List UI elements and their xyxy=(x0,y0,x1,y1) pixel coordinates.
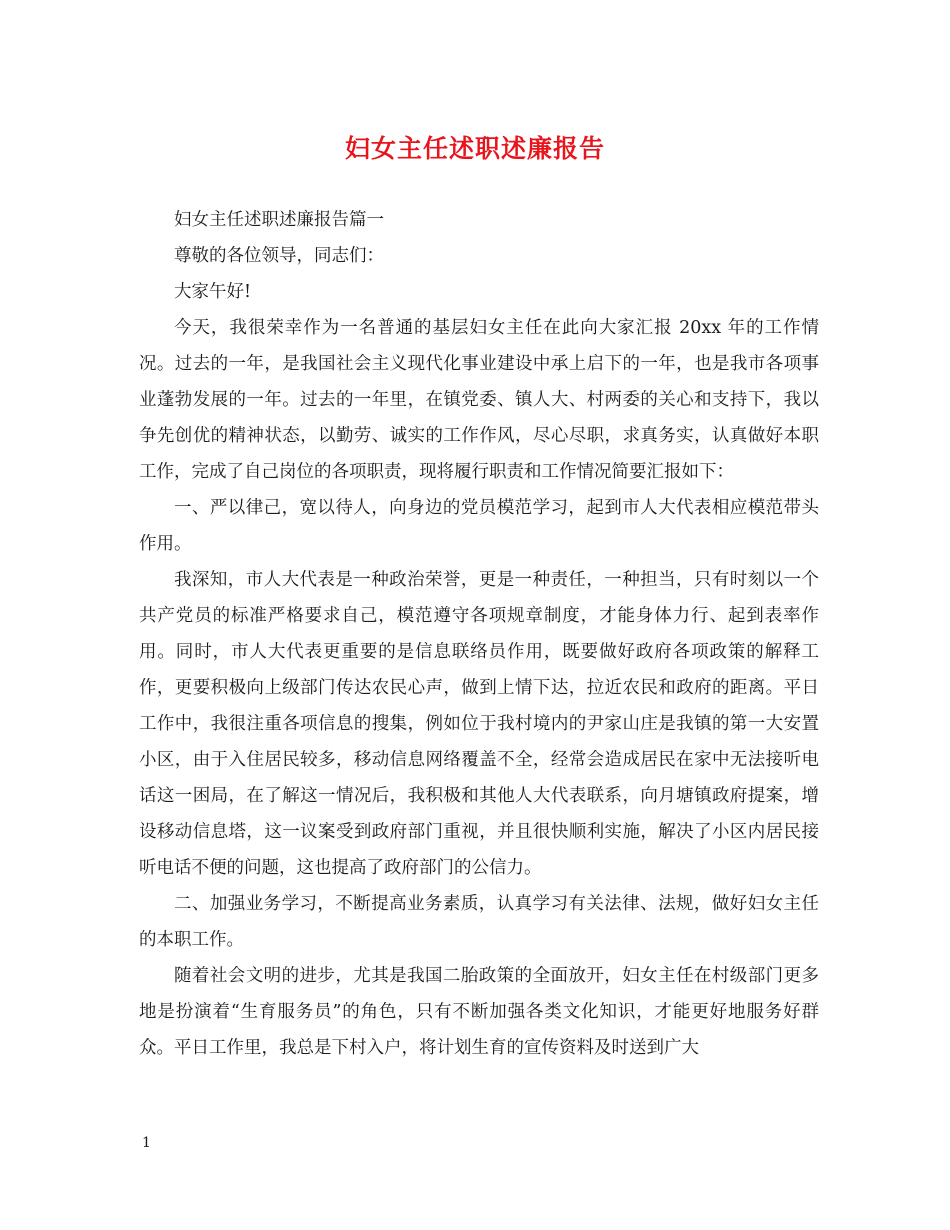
paragraph-section-two-heading: 二、加强业务学习，不断提高业务素质，认真学习有关法律、法规，做好妇女主任的本职工作。 xyxy=(139,894,819,950)
paragraph-subtitle: 妇女主任述职述廉报告篇一 xyxy=(174,210,384,230)
paragraph-intro: 今天，我很荣幸作为一名普通的基层妇女主任在此向大家汇报 20xx 年的工作情况。过去的一年，是我国社会主义现代化事业建设中承上启下的一年，也是我市各项事业蓬勃发展的一年。过去的一年里，在镇党委、镇人大、村两委的关心和支持下，我以争先创优的精神状态，以勤劳、诚实的工作作风，尽心尽职，求真务实，认真做好本职工作，完成了自己岗位的各项职责，现将履行职责和工作情况简要汇报如下： xyxy=(139,318,819,482)
paragraph-salutation: 尊敬的各位领导，同志们： xyxy=(174,246,384,266)
page-number: 1 xyxy=(142,1135,151,1151)
paragraph-section-one-heading: 一、严以律己，宽以待人，向身边的党员模范学习，起到市人大代表相应模范带头作用。 xyxy=(139,498,819,554)
paragraph-section-two-body: 随着社会文明的进步，尤其是我国二胎政策的全面放开，妇女主任在村级部门更多地是扮演着“生育服务员”的角色，只有不断加强各类文化知识，才能更好地服务好群众。平日工作里，我总是下村入户，将计划生育的宣传资料及时送到广大 xyxy=(139,966,819,1058)
paragraph-greeting: 大家午好! xyxy=(174,282,252,302)
paragraph-section-one-body: 我深知，市人大代表是一种政治荣誉，更是一种责任，一种担当，只有时刻以一个共产党员的标准严格要求自己，模范遵守各项规章制度，才能身体力行、起到表率作用。同时，市人大代表更重要的是信息联络员作用，既要做好政府各项政策的解释工作，更要积极向上级部门传达农民心声，做到上情下达，拉近农民和政府的距离。平日工作中，我很注重各项信息的搜集，例如位于我村境内的尹家山庄是我镇的第一大安置小区，由于入住居民较多，移动信息网络覆盖不全，经常会造成居民在家中无法接听电话这一困局，在了解这一情况后，我积极和其他人大代表联系，向月塘镇政府提案，增设移动信息塔，这一议案受到政府部门重视，并且很快顺利实施，解决了小区内居民接听电话不便的问题，这也提高了政府部门的公信力。 xyxy=(139,570,819,878)
document-body xyxy=(139,202,819,1066)
document-title: 妇女主任述职述廉报告 xyxy=(344,134,605,163)
